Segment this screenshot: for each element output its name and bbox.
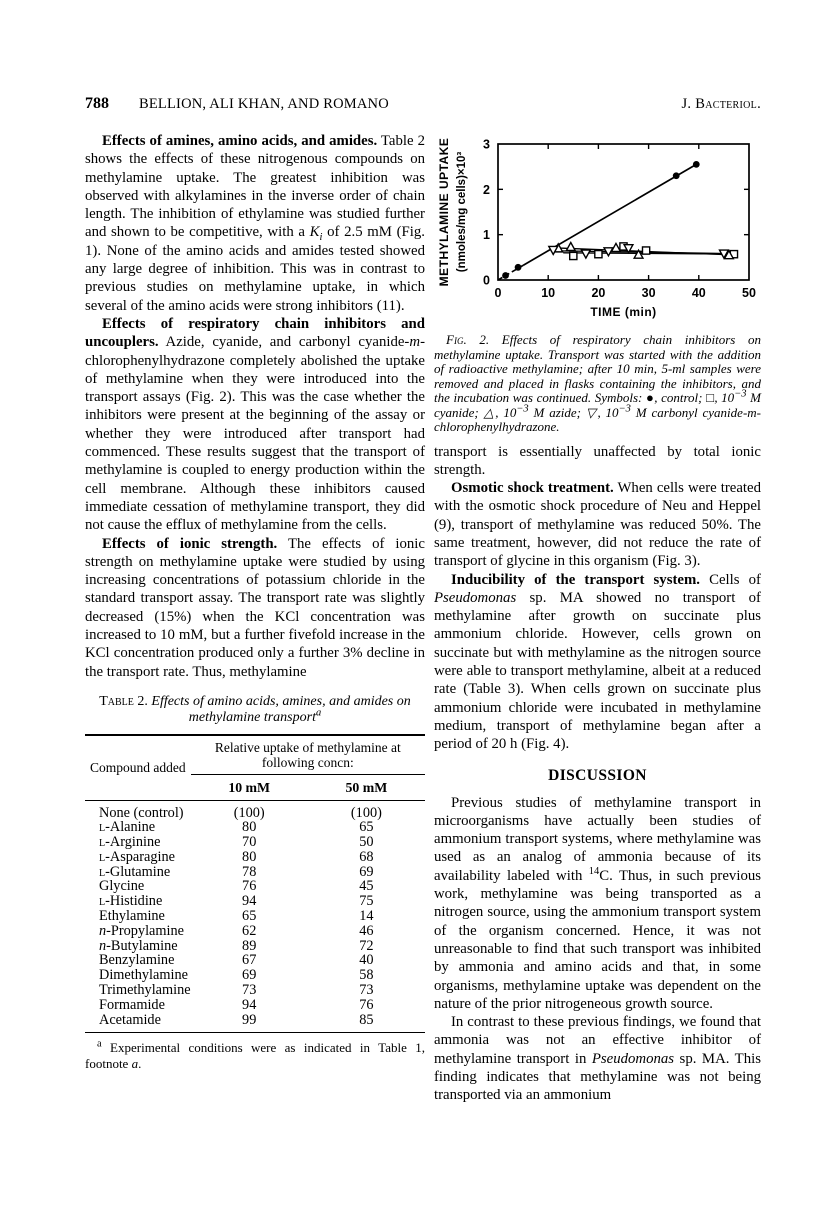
compound-cell: l-Glutamine xyxy=(99,863,171,880)
svg-text:0: 0 xyxy=(494,286,502,300)
value-50mM-cell: 14 xyxy=(359,908,374,925)
table-2-footnote: $^a$ Experimental conditions were as indicated in Table 1, footnote a. xyxy=(85,1039,425,1072)
table-row xyxy=(85,894,425,909)
y-axis-label-line2: (nmoles/mg cells)×10³ xyxy=(456,151,468,273)
svg-text:0: 0 xyxy=(483,273,490,288)
compound-cell: n-Propylamine xyxy=(99,922,184,939)
right-column xyxy=(434,132,761,1105)
col-subheader-50mM: 50 mM xyxy=(308,774,425,800)
running-head xyxy=(85,95,761,113)
table-row xyxy=(85,835,425,850)
svg-text:50: 50 xyxy=(742,286,756,300)
value-50mM-cell: 69 xyxy=(359,863,374,880)
plot-frame xyxy=(498,144,749,280)
svg-text:20: 20 xyxy=(591,286,606,300)
svg-text:3: 3 xyxy=(483,137,490,152)
table-2-caption: Table 2. Effects of amino acids, amines, and amides on methylamine transport$^a$ xyxy=(99,693,411,726)
col-group-header: Relative uptake of methylamine at following concn: xyxy=(191,735,425,774)
para-osmotic: Osmotic shock treatment. When cells were treated with the osmotic shock procedure of Neu and Heppel (9), transport of methylamine was reduced 50%. The same treatment, however, did not reduce the rate of transport of glycine in this organism (Fig. 3). xyxy=(434,480,761,570)
para-respiratory: Effects of respiratory chain inhibitors and uncouplers. Azide, cyanide, and carbonyl cyanide-m-chlorophenylhydrazone completely abolished the uptake of methylamine when they were introduced into the transport assays (Fig. 2). This was the case whether the inhibitors were present at the beginning of the assay or whether they were introduced after transport had commenced. These results suggest that the transport of methylamine is coupled to energy production within the cell membrane. Although these inhibitors caused immediate cessation of methylamine transport, they did not cause the efflux of methylamine from the cells. xyxy=(85,315,425,534)
value-10mM-cell: 73 xyxy=(242,982,257,999)
value-50mM-cell: 73 xyxy=(359,982,374,999)
value-10mM-cell: 69 xyxy=(242,967,257,984)
running-head-left xyxy=(85,95,389,113)
table-row xyxy=(85,924,425,939)
table-2-header xyxy=(85,735,425,800)
para-ionic: Effects of ionic strength. The effects of ionic strength on methylamine uptake were studied by using increasing concentrations of potassium chloride in the standard transport assay. The transport rate was slightly decreased (15%) when the KCl concentration was increased to 10 mM, but a further fivefold increase in the KCl concentration produced only a further 3% decline in the transport rate. Thus, methylamine xyxy=(85,535,425,680)
value-50mM-cell: 85 xyxy=(359,1011,374,1028)
table-2 xyxy=(85,694,425,1072)
compound-cell: Formamide xyxy=(99,996,165,1013)
svg-text:10: 10 xyxy=(541,286,556,300)
value-10mM-cell: (100) xyxy=(233,804,265,821)
value-10mM-cell: 94 xyxy=(242,893,257,910)
discussion-heading: DISCUSSION xyxy=(548,766,647,784)
value-10mM-cell: 89 xyxy=(242,937,257,954)
value-10mM-cell: 62 xyxy=(242,922,257,939)
running-head-authors: BELLION, ALI KHAN, AND ROMANO xyxy=(139,96,389,112)
value-10mM-cell: 70 xyxy=(242,834,257,851)
left-column xyxy=(85,132,425,1105)
compound-cell: l-Histidine xyxy=(99,893,163,910)
value-50mM-cell: 75 xyxy=(359,893,374,910)
compound-cell: l-Arginine xyxy=(99,834,161,851)
col-header-compound: Compound added xyxy=(85,735,191,800)
value-50mM-cell: 76 xyxy=(359,996,374,1013)
compound-cell: Glycine xyxy=(99,878,145,895)
value-10mM-cell: 65 xyxy=(242,908,257,925)
value-10mM-cell: 94 xyxy=(242,996,257,1013)
value-50mM-cell: 50 xyxy=(359,834,374,851)
value-50mM-cell: 46 xyxy=(359,922,374,939)
table-row xyxy=(85,850,425,865)
col-subheader-10mM: 10 mM xyxy=(191,774,308,800)
figure-2 xyxy=(434,132,761,435)
value-50mM-cell: 58 xyxy=(359,967,374,984)
compound-cell: Ethylamine xyxy=(99,908,165,925)
table-row xyxy=(85,909,425,924)
para-discussion-1: Previous studies of methylamine transport in microorganisms have actually been studies of ammonium transport systems, where methylamine was used as an analog of ammonia because of its availability labeled with $^{14}$C. Thus, in such previous work, methylamine was being transported as a nitrogen source, using the ammonium transport system of the organism concerned. Hence, it was not unreasonable to find that such transport was inhibited by ammonia and amino acids and that, in some organisms, methylamine uptake was dependent on the nature of the prior nitrogeneous growth source. xyxy=(434,794,761,1012)
value-50mM-cell: (100) xyxy=(350,804,382,821)
svg-text:30: 30 xyxy=(641,286,656,300)
svg-text:2: 2 xyxy=(483,182,490,197)
para-ionic-continuation: transport is essentially unaffected by total ionic strength. xyxy=(434,443,761,478)
table-row xyxy=(85,983,425,998)
compound-cell: Trimethylamine xyxy=(99,982,191,999)
x-axis-label: TIME (min) xyxy=(590,305,657,319)
y-axis-label-line1: METHYLAMINE UPTAKE xyxy=(437,137,451,287)
svg-text:1: 1 xyxy=(483,228,490,243)
value-10mM-cell: 80 xyxy=(242,848,257,865)
value-10mM-cell: 80 xyxy=(242,819,257,836)
compound-cell: Dimethylamine xyxy=(99,967,188,984)
para-inducibility: Inducibility of the transport system. Cells of Pseudomonas sp. MA showed no transport of methylamine after growth on succinate plus ammonium chloride. However, cells grown on succinate but with methylamine as the nitrogen source were able to transport methylamine, albeit at a reduced rate (Table 3). When cells grown on succinate plus ammonium chloride were incubated in methylamine medium, transport of methylamine began after a period of 20 h (Fig. 4). xyxy=(434,571,761,753)
value-10mM-cell: 78 xyxy=(242,863,257,880)
value-10mM-cell: 67 xyxy=(242,952,257,969)
page-number: 788 xyxy=(85,95,109,112)
table-row xyxy=(85,1013,425,1033)
table-row xyxy=(85,800,425,820)
svg-text:40: 40 xyxy=(691,286,706,300)
journal-name: J. Bacteriol. xyxy=(681,96,761,112)
table-row xyxy=(85,968,425,983)
table-row xyxy=(85,953,425,968)
compound-cell: None (control) xyxy=(99,804,184,821)
figure-2-chart xyxy=(434,132,761,324)
table-2-body xyxy=(85,800,425,1033)
value-50mM-cell: 68 xyxy=(359,848,374,865)
compound-cell: l-Asparagine xyxy=(99,848,175,865)
para-discussion-2: In contrast to these previous findings, we found that ammonia was not an effective inhibitor of methylamine transport in Pseudomonas sp. MA. This finding indicates that methylamine was not being transported via an ammonium xyxy=(434,1014,761,1104)
table-row xyxy=(85,939,425,954)
value-50mM-cell: 72 xyxy=(359,937,374,954)
para-amines: Effects of amines, amino acids, and amides. Table 2 shows the effects of these nitrogenous compounds on methylamine uptake. The greatest inhibition was observed with alkylamines in the inverse order of chain length. The inhibition of ethylamine was studied further and shown to be competitive, with a $K_i$ of 2.5 mM (Fig. 1). None of the amino acids and amides tested showed any large degree of inhibition. This was in contrast to previous studies on methylamine uptake, in which several of the amino acids were strong inhibitors (11). xyxy=(85,133,425,314)
table-row xyxy=(85,865,425,880)
value-10mM-cell: 76 xyxy=(242,878,257,895)
compound-cell: Benzylamine xyxy=(99,952,175,969)
value-50mM-cell: 40 xyxy=(359,952,374,969)
table-2-table xyxy=(85,734,425,1034)
value-50mM-cell: 45 xyxy=(359,878,374,895)
table-row xyxy=(85,998,425,1013)
value-10mM-cell: 99 xyxy=(242,1011,257,1028)
figure-2-caption: Fig. 2. Effects of respiratory chain inhibitors on methylamine uptake. Transport was started with the addition of radioactive methylamine; after 10 min, 5-ml samples were removed and placed in flasks containing the inhibitors, and the incubation was continued. Symbols: ●, control; □, $10^{-3}$ M cyanide; △, $10^{-3}$ M azide; ▽, $10^{-3}$ M carbonyl cyanide-m-chlorophenylhydrazone. xyxy=(434,332,762,434)
table-row xyxy=(85,820,425,835)
page-columns xyxy=(85,132,761,1105)
table-row xyxy=(85,879,425,894)
compound-cell: l-Alanine xyxy=(99,819,156,836)
compound-cell: Acetamide xyxy=(99,1011,161,1028)
value-50mM-cell: 65 xyxy=(359,819,374,836)
compound-cell: n-Butylamine xyxy=(99,937,178,954)
